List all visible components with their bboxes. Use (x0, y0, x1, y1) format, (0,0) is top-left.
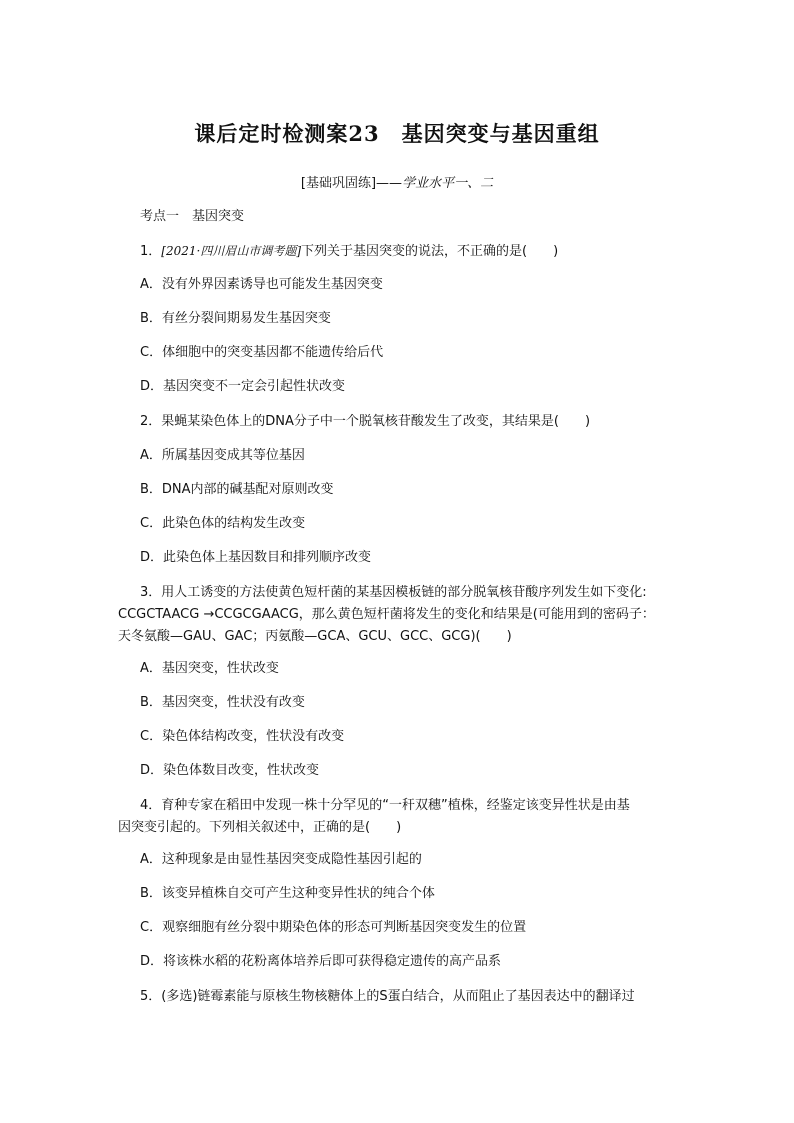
page-title: 课后定时检测案23 基因突变与基因重组 (194, 121, 600, 146)
question-5-line-1: 5．(多选)链霉素能与原核生物核糖体上的S蛋白结合，从而阻止了基因表达中的翻译过 (140, 989, 635, 1004)
question-3-line-3: 天冬氨酸—GAU、GAC；丙氨酸—GCA、GCU、GCC、GCG)( ) (118, 629, 512, 644)
subtitle-suffix: 学业水平一、二 (402, 176, 494, 191)
question-3-line-2: CCGCTAACG →CCGCGAACG，那么黄色短杆菌将发生的变化和结果是(可能用到的密码子： (118, 607, 655, 622)
question-2-option-b: B．DNA内部的碱基配对原则改变 (140, 482, 334, 497)
question-4-option-c: C．观察细胞有丝分裂中期染色体的形态可判断基因突变发生的位置 (140, 920, 527, 935)
question-1-option-d: D．基因突变不一定会引起性状改变 (140, 379, 346, 394)
question-4-option-d: D．将该株水稻的花粉离体培养后即可获得稳定遗传的高产品系 (140, 954, 502, 969)
question-3-line-1: 3．用人工诱变的方法使黄色短杆菌的某基因模板链的部分脱氧核苷酸序列发生如下变化: (140, 585, 647, 600)
question-4-stem (118, 795, 684, 839)
question-1-option-b: B．有丝分裂间期易发生基因突变 (140, 311, 331, 326)
question-2-option-d: D．此染色体上基因数目和排列顺序改变 (140, 550, 372, 565)
question-3-option-a: A．基因突变，性状改变 (140, 661, 279, 676)
question-4-line-2: 因突变引起的。下列相关叙述中，正确的是( ) (118, 820, 402, 835)
question-3-option-d: D．染色体数目改变，性状改变 (140, 763, 320, 778)
question-3-option-c: C．染色体结构改变，性状没有改变 (140, 729, 345, 744)
topic-heading: 考点一 基因突变 (140, 209, 245, 224)
question-2-option-a: A．所属基因变成其等位基因 (140, 448, 305, 463)
question-1-number: 1． (140, 244, 162, 259)
question-2-stem: 2．果蝇某染色体上的DNA分子中一个脱氧核苷酸发生了改变，其结果是( ) (140, 414, 591, 429)
section-subtitle (0, 172, 794, 191)
question-4-option-a: A．这种现象是由显性基因突变成隐性基因引起的 (140, 852, 422, 867)
question-4-line-1: 4．育种专家在稻田中发现一株十分罕见的“一秆双穗”植株，经鉴定该变异性状是由基 (140, 798, 630, 813)
question-3-option-b: B．基因突变，性状没有改变 (140, 695, 305, 710)
question-3-stem (118, 582, 684, 648)
question-2-option-c: C．此染色体的结构发生改变 (140, 516, 306, 531)
subtitle-prefix: [基础巩固练]—— (300, 176, 403, 191)
question-1-option-a: A．没有外界因素诱导也可能发生基因突变 (140, 277, 383, 292)
question-1-stem: 下列关于基因突变的说法，不正确的是( ) (301, 244, 559, 259)
question-1 (140, 241, 558, 262)
question-4-option-b: B．该变异植株自交可产生这种变异性状的纯合个体 (140, 886, 435, 901)
question-1-source: [2021·四川眉山市调考题] (161, 244, 301, 258)
question-1-option-c: C．体细胞中的突变基因都不能遗传给后代 (140, 345, 384, 360)
